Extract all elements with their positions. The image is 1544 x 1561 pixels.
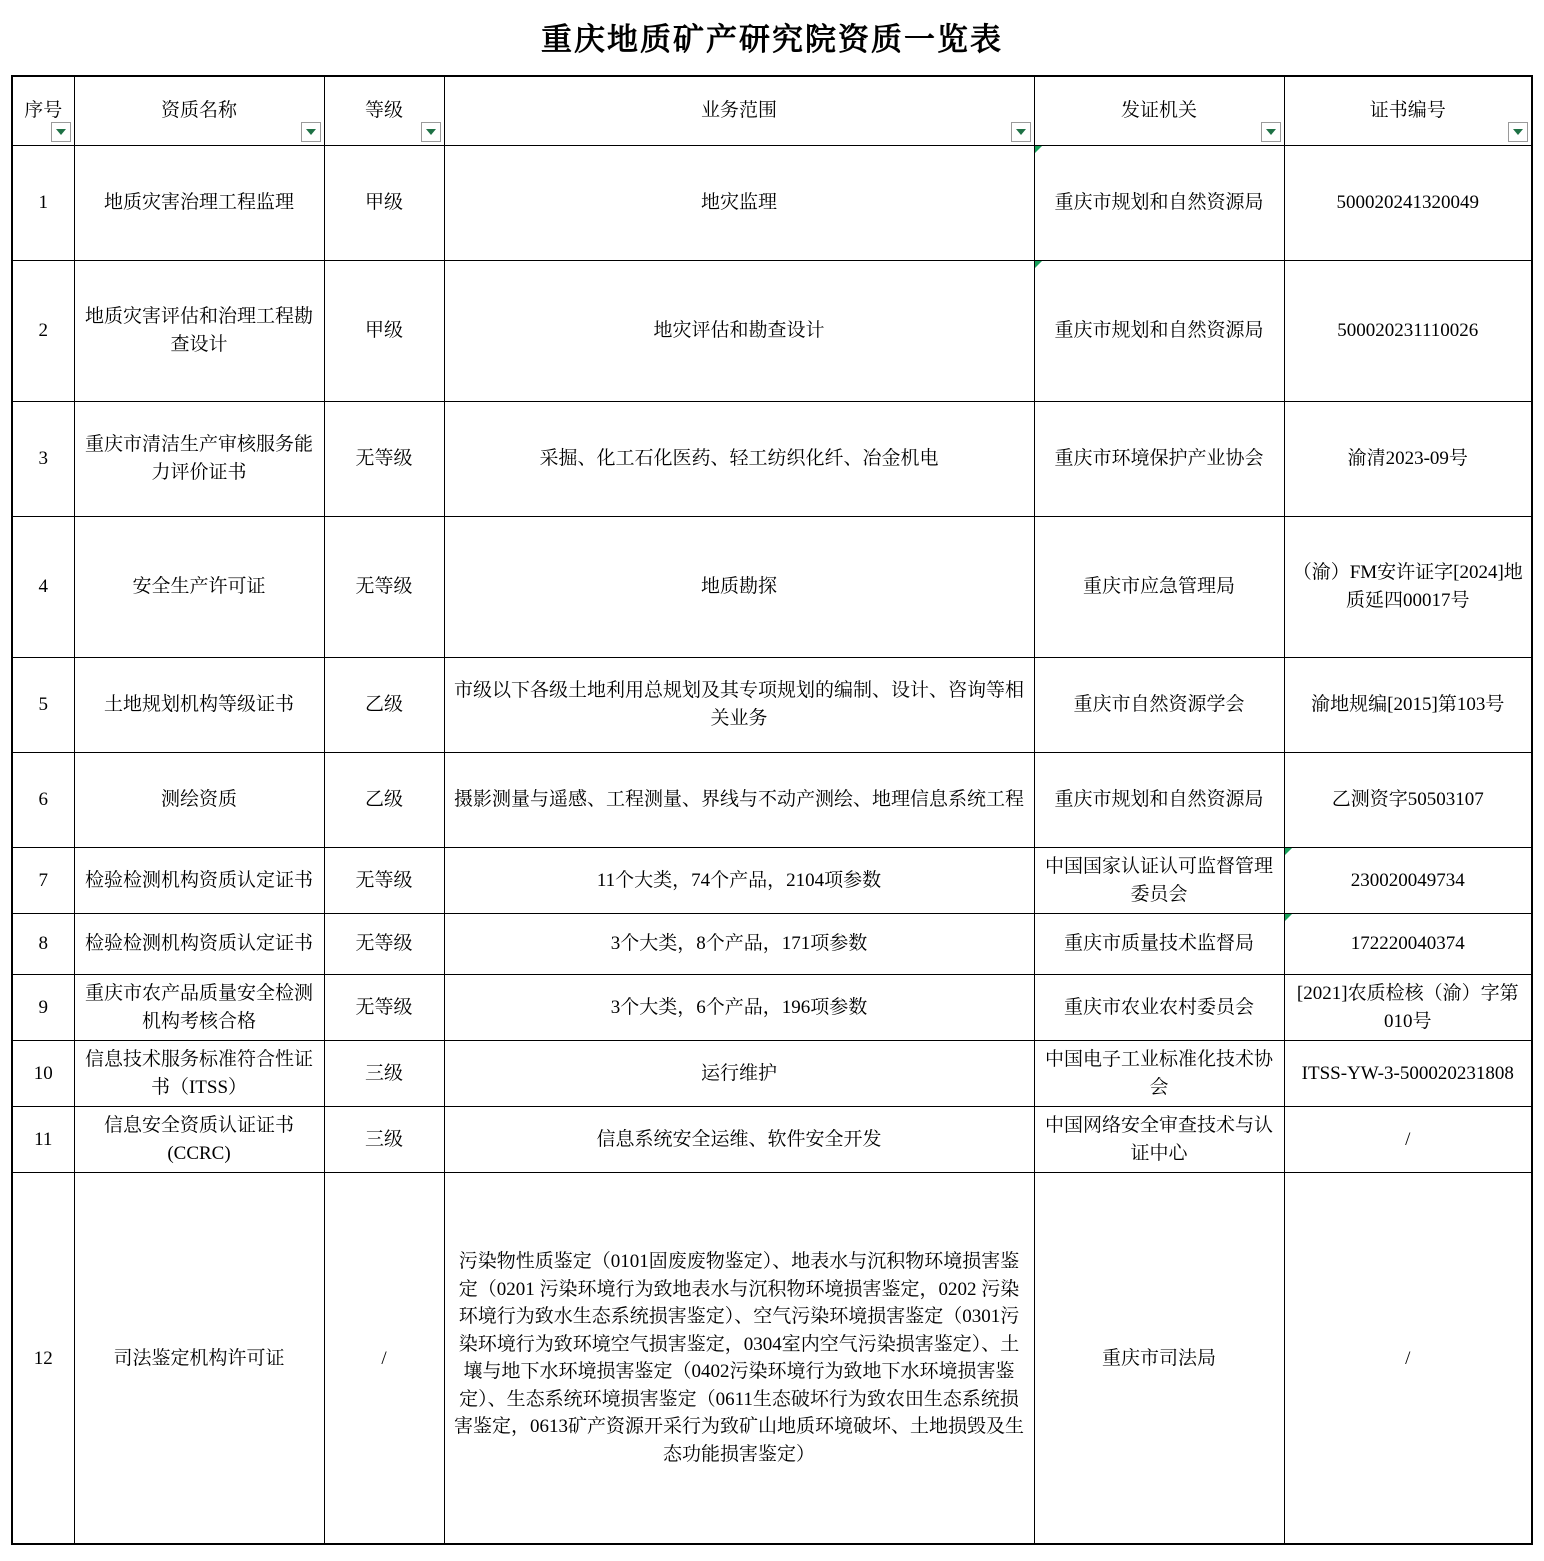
cell-seq: 3	[12, 402, 74, 517]
table-body	[12, 146, 1532, 1545]
cell-seq: 8	[12, 914, 74, 975]
cell-level: 乙级	[324, 658, 444, 753]
header-label-cert: 证书编号	[1369, 100, 1446, 122]
page-title: 重庆地质矿产研究院资质一览表	[541, 22, 1003, 57]
table-row	[12, 517, 1532, 658]
cell-cert: 渝地规编[2015]第103号	[1284, 658, 1532, 753]
cell-seq: 7	[12, 848, 74, 914]
cell-cert: 230020049734	[1284, 848, 1532, 914]
qualification-table	[11, 75, 1533, 1545]
cell-cert: /	[1284, 1173, 1532, 1545]
cell-seq: 5	[12, 658, 74, 753]
cell-level: 无等级	[324, 975, 444, 1041]
table-row	[12, 261, 1532, 402]
cell-seq: 9	[12, 975, 74, 1041]
cell-org: 中国网络安全审查技术与认证中心	[1034, 1107, 1284, 1173]
cell-level: 无等级	[324, 517, 444, 658]
cell-level: 甲级	[324, 146, 444, 261]
cell-org: 重庆市规划和自然资源局	[1034, 146, 1284, 261]
filter-dropdown-icon-seq[interactable]	[51, 122, 71, 142]
cell-org: 重庆市规划和自然资源局	[1034, 753, 1284, 848]
cell-name: 检验检测机构资质认定证书	[74, 848, 324, 914]
cell-name: 信息安全资质认证证书(CCRC)	[74, 1107, 324, 1173]
cell-scope: 3个大类，8个产品，171项参数	[444, 914, 1034, 975]
cell-seq: 12	[12, 1173, 74, 1545]
filter-dropdown-icon-level[interactable]	[421, 122, 441, 142]
header-cell-level	[324, 76, 444, 146]
cell-seq: 4	[12, 517, 74, 658]
cell-level: 三级	[324, 1041, 444, 1107]
header-cell-name	[74, 76, 324, 146]
cell-org: 重庆市质量技术监督局	[1034, 914, 1284, 975]
filter-dropdown-icon-name[interactable]	[301, 122, 321, 142]
header-cell-scope	[444, 76, 1034, 146]
header-label-seq: 序号	[24, 100, 63, 122]
cell-scope: 地质勘探	[444, 517, 1034, 658]
cell-scope: 信息系统安全运维、软件安全开发	[444, 1107, 1034, 1173]
cell-org: 中国国家认证认可监督管理委员会	[1034, 848, 1284, 914]
cell-level: 无等级	[324, 402, 444, 517]
cell-org: 重庆市规划和自然资源局	[1034, 261, 1284, 402]
cell-seq: 10	[12, 1041, 74, 1107]
cell-name: 土地规划机构等级证书	[74, 658, 324, 753]
cell-scope: 市级以下各级土地利用总规划及其专项规划的编制、设计、咨询等相关业务	[444, 658, 1034, 753]
cell-cert: 渝清2023-09号	[1284, 402, 1532, 517]
cell-org: 重庆市应急管理局	[1034, 517, 1284, 658]
cell-name: 重庆市农产品质量安全检测机构考核合格	[74, 975, 324, 1041]
table-row	[12, 753, 1532, 848]
cell-name: 重庆市清洁生产审核服务能力评价证书	[74, 402, 324, 517]
table-row	[12, 1107, 1532, 1173]
cell-org: 重庆市司法局	[1034, 1173, 1284, 1545]
header-label-level: 等级	[364, 100, 403, 122]
cell-name: 信息技术服务标准符合性证书（ITSS）	[74, 1041, 324, 1107]
cell-scope: 地灾评估和勘查设计	[444, 261, 1034, 402]
cell-scope: 运行维护	[444, 1041, 1034, 1107]
cell-scope: 3个大类，6个产品，196项参数	[444, 975, 1034, 1041]
cell-scope: 地灾监理	[444, 146, 1034, 261]
cell-name: 安全生产许可证	[74, 517, 324, 658]
table-row	[12, 402, 1532, 517]
cell-level: 无等级	[324, 848, 444, 914]
cell-org: 重庆市农业农村委员会	[1034, 975, 1284, 1041]
cell-name: 测绘资质	[74, 753, 324, 848]
cell-name: 地质灾害评估和治理工程勘查设计	[74, 261, 324, 402]
cell-org: 重庆市自然资源学会	[1034, 658, 1284, 753]
cell-name: 检验检测机构资质认定证书	[74, 914, 324, 975]
filter-dropdown-icon-org[interactable]	[1261, 122, 1281, 142]
table-row	[12, 975, 1532, 1041]
cell-cert: （渝）FM安许证字[2024]地质延四00017号	[1284, 517, 1532, 658]
chevron-down-icon	[426, 129, 436, 135]
cell-level: 三级	[324, 1107, 444, 1173]
cell-level: 无等级	[324, 914, 444, 975]
cell-level: /	[324, 1173, 444, 1545]
chevron-down-icon	[1266, 129, 1276, 135]
cell-seq: 6	[12, 753, 74, 848]
cell-name: 地质灾害治理工程监理	[74, 146, 324, 261]
filter-dropdown-icon-scope[interactable]	[1011, 122, 1031, 142]
cell-seq: 1	[12, 146, 74, 261]
chevron-down-icon	[306, 129, 316, 135]
header-label-name: 资质名称	[160, 100, 237, 122]
cell-cert: 172220040374	[1284, 914, 1532, 975]
cell-level: 甲级	[324, 261, 444, 402]
cell-cert: /	[1284, 1107, 1532, 1173]
cell-cert: 500020241320049	[1284, 146, 1532, 261]
chevron-down-icon	[1513, 129, 1523, 135]
header-label-org: 发证机关	[1120, 100, 1197, 122]
cell-scope: 污染物性质鉴定（0101固废废物鉴定）、地表水与沉积物环境损害鉴定（0201 污染环境行为致地表水与沉积物环境损害鉴定，0202 污染环境行为致水生态系统损害鉴定）、空气污染环境损害鉴定（0301污染环境行为致环境空气损害鉴定，0304室内空气污染损害鉴定）、土壤与地下水环境损害鉴定（0402污染环境行为致地下水环境损害鉴定）、生态系统环境损害鉴定（0611生态破坏行为致农田生态系统损害鉴定，0613矿产资源开采行为致矿山地质环境破坏、土地损毁及生态功能损害鉴定）	[444, 1173, 1034, 1545]
header-cell-org	[1034, 76, 1284, 146]
cell-cert: 500020231110026	[1284, 261, 1532, 402]
cell-scope: 11个大类，74个产品，2104项参数	[444, 848, 1034, 914]
table-row	[12, 1041, 1532, 1107]
cell-scope: 摄影测量与遥感、工程测量、界线与不动产测绘、地理信息系统工程	[444, 753, 1034, 848]
table-row	[12, 914, 1532, 975]
filter-dropdown-icon-cert[interactable]	[1508, 122, 1528, 142]
chevron-down-icon	[56, 129, 66, 135]
header-label-scope: 业务范围	[700, 100, 777, 122]
table-row	[12, 1173, 1532, 1545]
header-row	[12, 76, 1532, 146]
cell-seq: 2	[12, 261, 74, 402]
cell-cert: [2021]农质检核（渝）字第010号	[1284, 975, 1532, 1041]
header-cell-seq	[12, 76, 74, 146]
cell-seq: 11	[12, 1107, 74, 1173]
chevron-down-icon	[1016, 129, 1026, 135]
table-header	[12, 76, 1532, 146]
cell-level: 乙级	[324, 753, 444, 848]
cell-cert: ITSS-YW-3-500020231808	[1284, 1041, 1532, 1107]
cell-cert: 乙测资字50503107	[1284, 753, 1532, 848]
cell-org: 重庆市环境保护产业协会	[1034, 402, 1284, 517]
cell-scope: 采掘、化工石化医药、轻工纺织化纤、冶金机电	[444, 402, 1034, 517]
header-cell-cert	[1284, 76, 1532, 146]
cell-org: 中国电子工业标准化技术协会	[1034, 1041, 1284, 1107]
table-row	[12, 146, 1532, 261]
table-row	[12, 848, 1532, 914]
table-row	[12, 658, 1532, 753]
cell-name: 司法鉴定机构许可证	[74, 1173, 324, 1545]
